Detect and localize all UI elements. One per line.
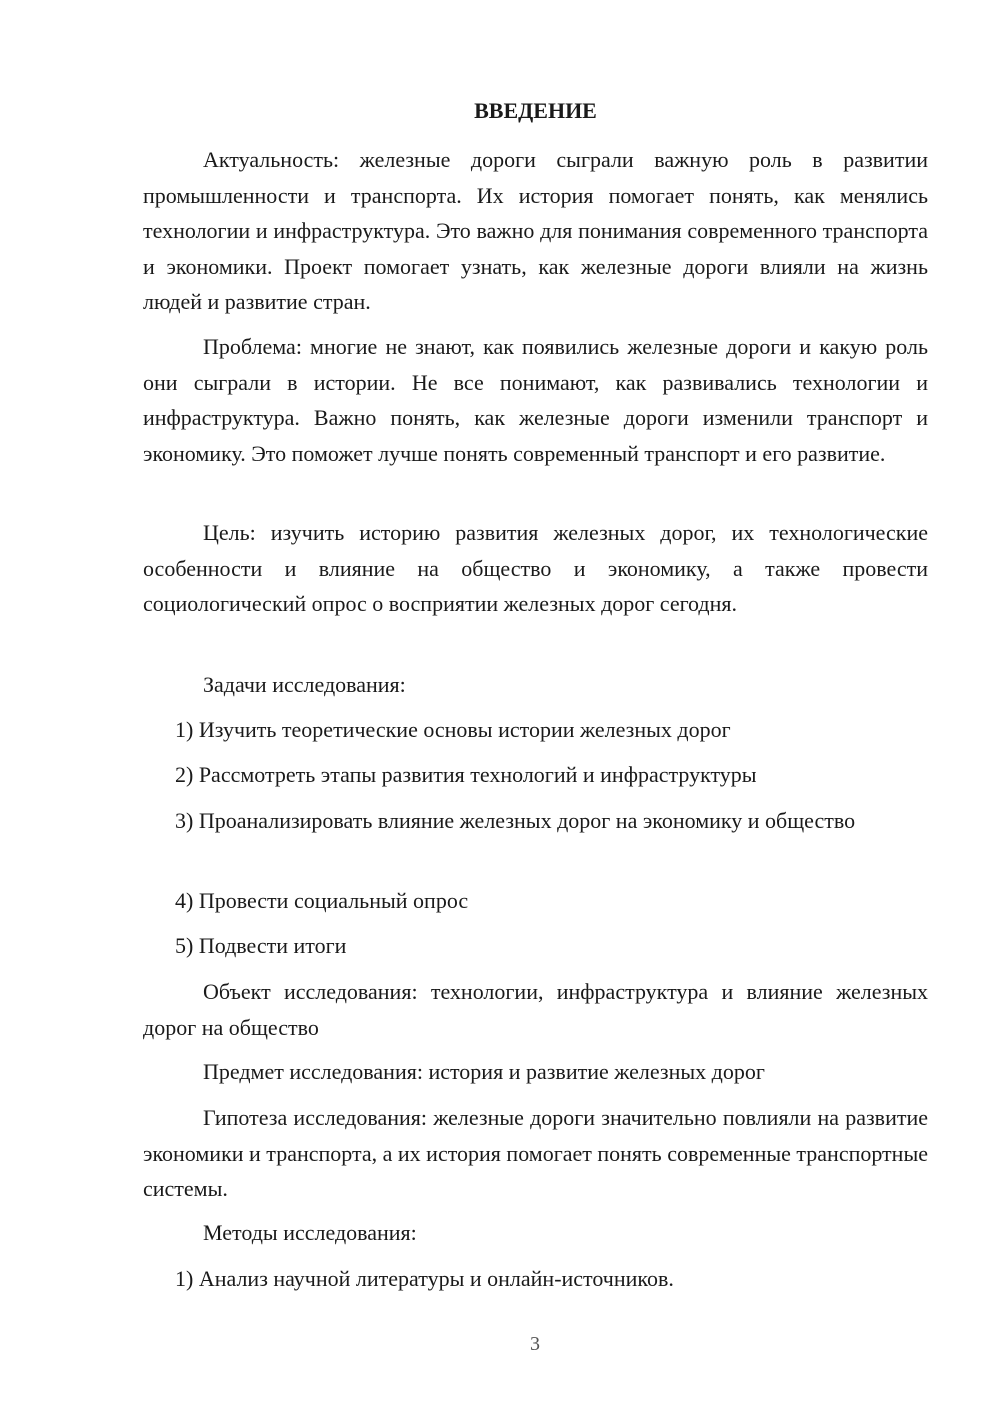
- page-number: 3: [530, 1333, 540, 1355]
- task-item: 1) Изучить теоретические основы истории железных дорог: [175, 717, 731, 742]
- problem-paragraph: Проблема: многие не знают, как появились железные дороги и какую роль они сыграли в истории. Не все понимают, как развивались технологии и инфраструктура. Важно понять, как железные дороги изменили транспорт и экономику. Это поможет лучше понять современный транспорт и его развитие.: [143, 334, 928, 466]
- subject-paragraph: Предмет исследования: история и развитие железных дорог: [203, 1059, 765, 1084]
- relevance-paragraph: Актуальность: железные дороги сыграли важную роль в развитии промышленности и транспорта. Их история помогает понять, как менялись технологии и инфраструктура. Это важно для понимания современного транспорта и экономики. Проект помогает узнать, как железные дороги влияли на жизнь людей и развитие стран.: [143, 147, 928, 314]
- hypothesis-paragraph: Гипотеза исследования: железные дороги значительно повлияли на развитие экономики и транспорта, а их история помогает понять современные транспортные системы.: [143, 1105, 928, 1201]
- object-paragraph: Объект исследования: технологии, инфраструктура и влияние железных дорог на общество: [143, 979, 928, 1040]
- methods-heading: Методы исследования:: [203, 1220, 417, 1245]
- task-item: 2) Рассмотреть этапы развития технологий и инфраструктуры: [175, 762, 757, 787]
- task-item: 3) Проанализировать влияние железных дорог на экономику и общество: [175, 808, 856, 833]
- task-item: 5) Подвести итоги: [175, 933, 347, 958]
- goal-paragraph: Цель: изучить историю развития железных дорог, их технологические особенности и влияние на общество и экономику, а также провести социологический опрос о восприятии железных дорог сегодня.: [143, 520, 928, 616]
- task-item: 4) Провести социальный опрос: [175, 888, 469, 913]
- method-item: 1) Анализ научной литературы и онлайн-источников.: [175, 1266, 674, 1291]
- section-title: ВВЕДЕНИЕ: [474, 98, 597, 123]
- tasks-heading: Задачи исследования:: [203, 672, 406, 697]
